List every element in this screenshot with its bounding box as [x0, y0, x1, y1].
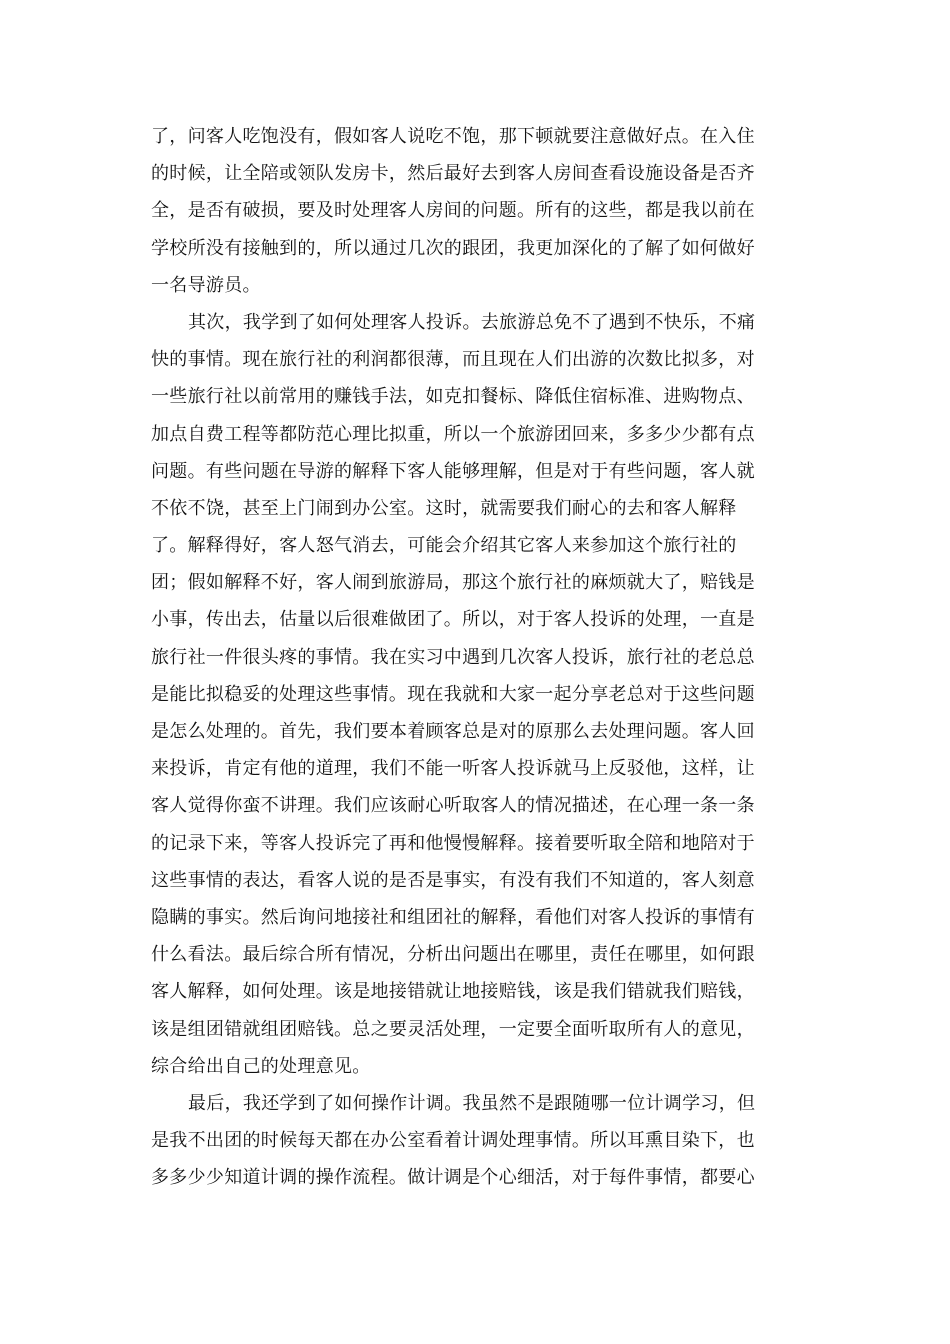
- text-line: 是能比拟稳妥的处理这些事情。现在我就和大家一起分享老总对于这些问题: [151, 683, 755, 705]
- text-line: 该是组团错就组团赔钱。总之要灵活处理，一定要全面听取所有人的意见，: [151, 1018, 755, 1040]
- text-line: 小事，传出去，估量以后很难做团了。所以，对于客人投诉的处理，一直是: [151, 609, 755, 631]
- text-line: 是我不出团的时候每天都在办公室看着计调处理事情。所以耳熏目染下，也: [151, 1130, 755, 1152]
- text-line: 的时候，让全陪或领队发房卡，然后最好去到客人房间查看设施设备是否齐: [151, 163, 755, 185]
- text-line: 一些旅行社以前常用的赚钱手法，如克扣餐标、降低住宿标准、进购物点、: [151, 386, 755, 408]
- document-page: [151, 118, 791, 1196]
- text-line: 一名导游员。: [151, 274, 261, 296]
- text-line: 学校所没有接触到的，所以通过几次的跟团，我更加深化的了解了如何做好: [151, 237, 755, 259]
- text-line: 快的事情。现在旅行社的利润都很薄，而且现在人们出游的次数比拟多，对: [151, 349, 755, 371]
- text-line: 加点自费工程等都防范心理比拟重，所以一个旅游团回来，多多少少都有点: [151, 423, 755, 445]
- text-line: 团；假如解释不好，客人闹到旅游局，那这个旅行社的麻烦就大了，赔钱是: [151, 572, 755, 594]
- text-line: 不依不饶，甚至上门闹到办公室。这时，就需要我们耐心的去和客人解释: [151, 497, 737, 519]
- text-line: 什么看法。最后综合所有情况，分析出问题出在哪里，责任在哪里，如何跟: [151, 944, 755, 966]
- text-line: 客人觉得你蛮不讲理。我们应该耐心听取客人的情况描述，在心理一条一条: [151, 795, 755, 817]
- text-line: 旅行社一件很头疼的事情。我在实习中遇到几次客人投诉，旅行社的老总总: [151, 646, 755, 668]
- text-line: 是怎么处理的。首先，我们要本着顾客总是对的原那么去处理问题。客人回: [151, 721, 755, 742]
- text-line: 的记录下来，等客人投诉完了再和他慢慢解释。接着要听取全陪和地陪对于: [151, 832, 755, 854]
- text-line: 来投诉，肯定有他的道理，我们不能一听客人投诉就马上反驳他，这样，让: [151, 758, 755, 780]
- paragraph-1: [151, 118, 791, 304]
- text-line: 这些事情的表达，看客人说的是否是事实，有没有我们不知道的，客人刻意: [151, 869, 755, 891]
- text-line: 隐瞒的事实。然后询问地接社和组团社的解释，看他们对客人投诉的事情有: [151, 906, 755, 928]
- text-line: 多多少少知道计调的操作流程。做计调是个心细活，对于每件事情，都要心: [151, 1167, 755, 1189]
- text-line: 客人解释，如何处理。该是地接错就让地接赔钱，该是我们错就我们赔钱，: [151, 981, 755, 1003]
- text-line: 全，是否有破损，要及时处理客人房间的问题。所有的这些，都是我以前在: [151, 200, 755, 222]
- text-line: 最后，我还学到了如何操作计调。我虽然不是跟随哪一位计调学习，但: [188, 1092, 756, 1114]
- text-line: 综合给出自己的处理意见。: [151, 1055, 371, 1077]
- text-line: 了，问客人吃饱没有，假如客人说吃不饱，那下顿就要注意做好点。在入住: [151, 126, 755, 147]
- paragraph-2: [151, 304, 791, 1085]
- text-line: 其次，我学到了如何处理客人投诉。去旅游总免不了遇到不快乐，不痛: [188, 311, 756, 333]
- text-line: 了。解释得好，客人怒气消去，可能会介绍其它客人来参加这个旅行社的: [151, 535, 737, 557]
- text-line: 问题。有些问题在导游的解释下客人能够理解，但是对于有些问题，客人就: [151, 460, 755, 482]
- paragraph-3: [151, 1085, 791, 1197]
